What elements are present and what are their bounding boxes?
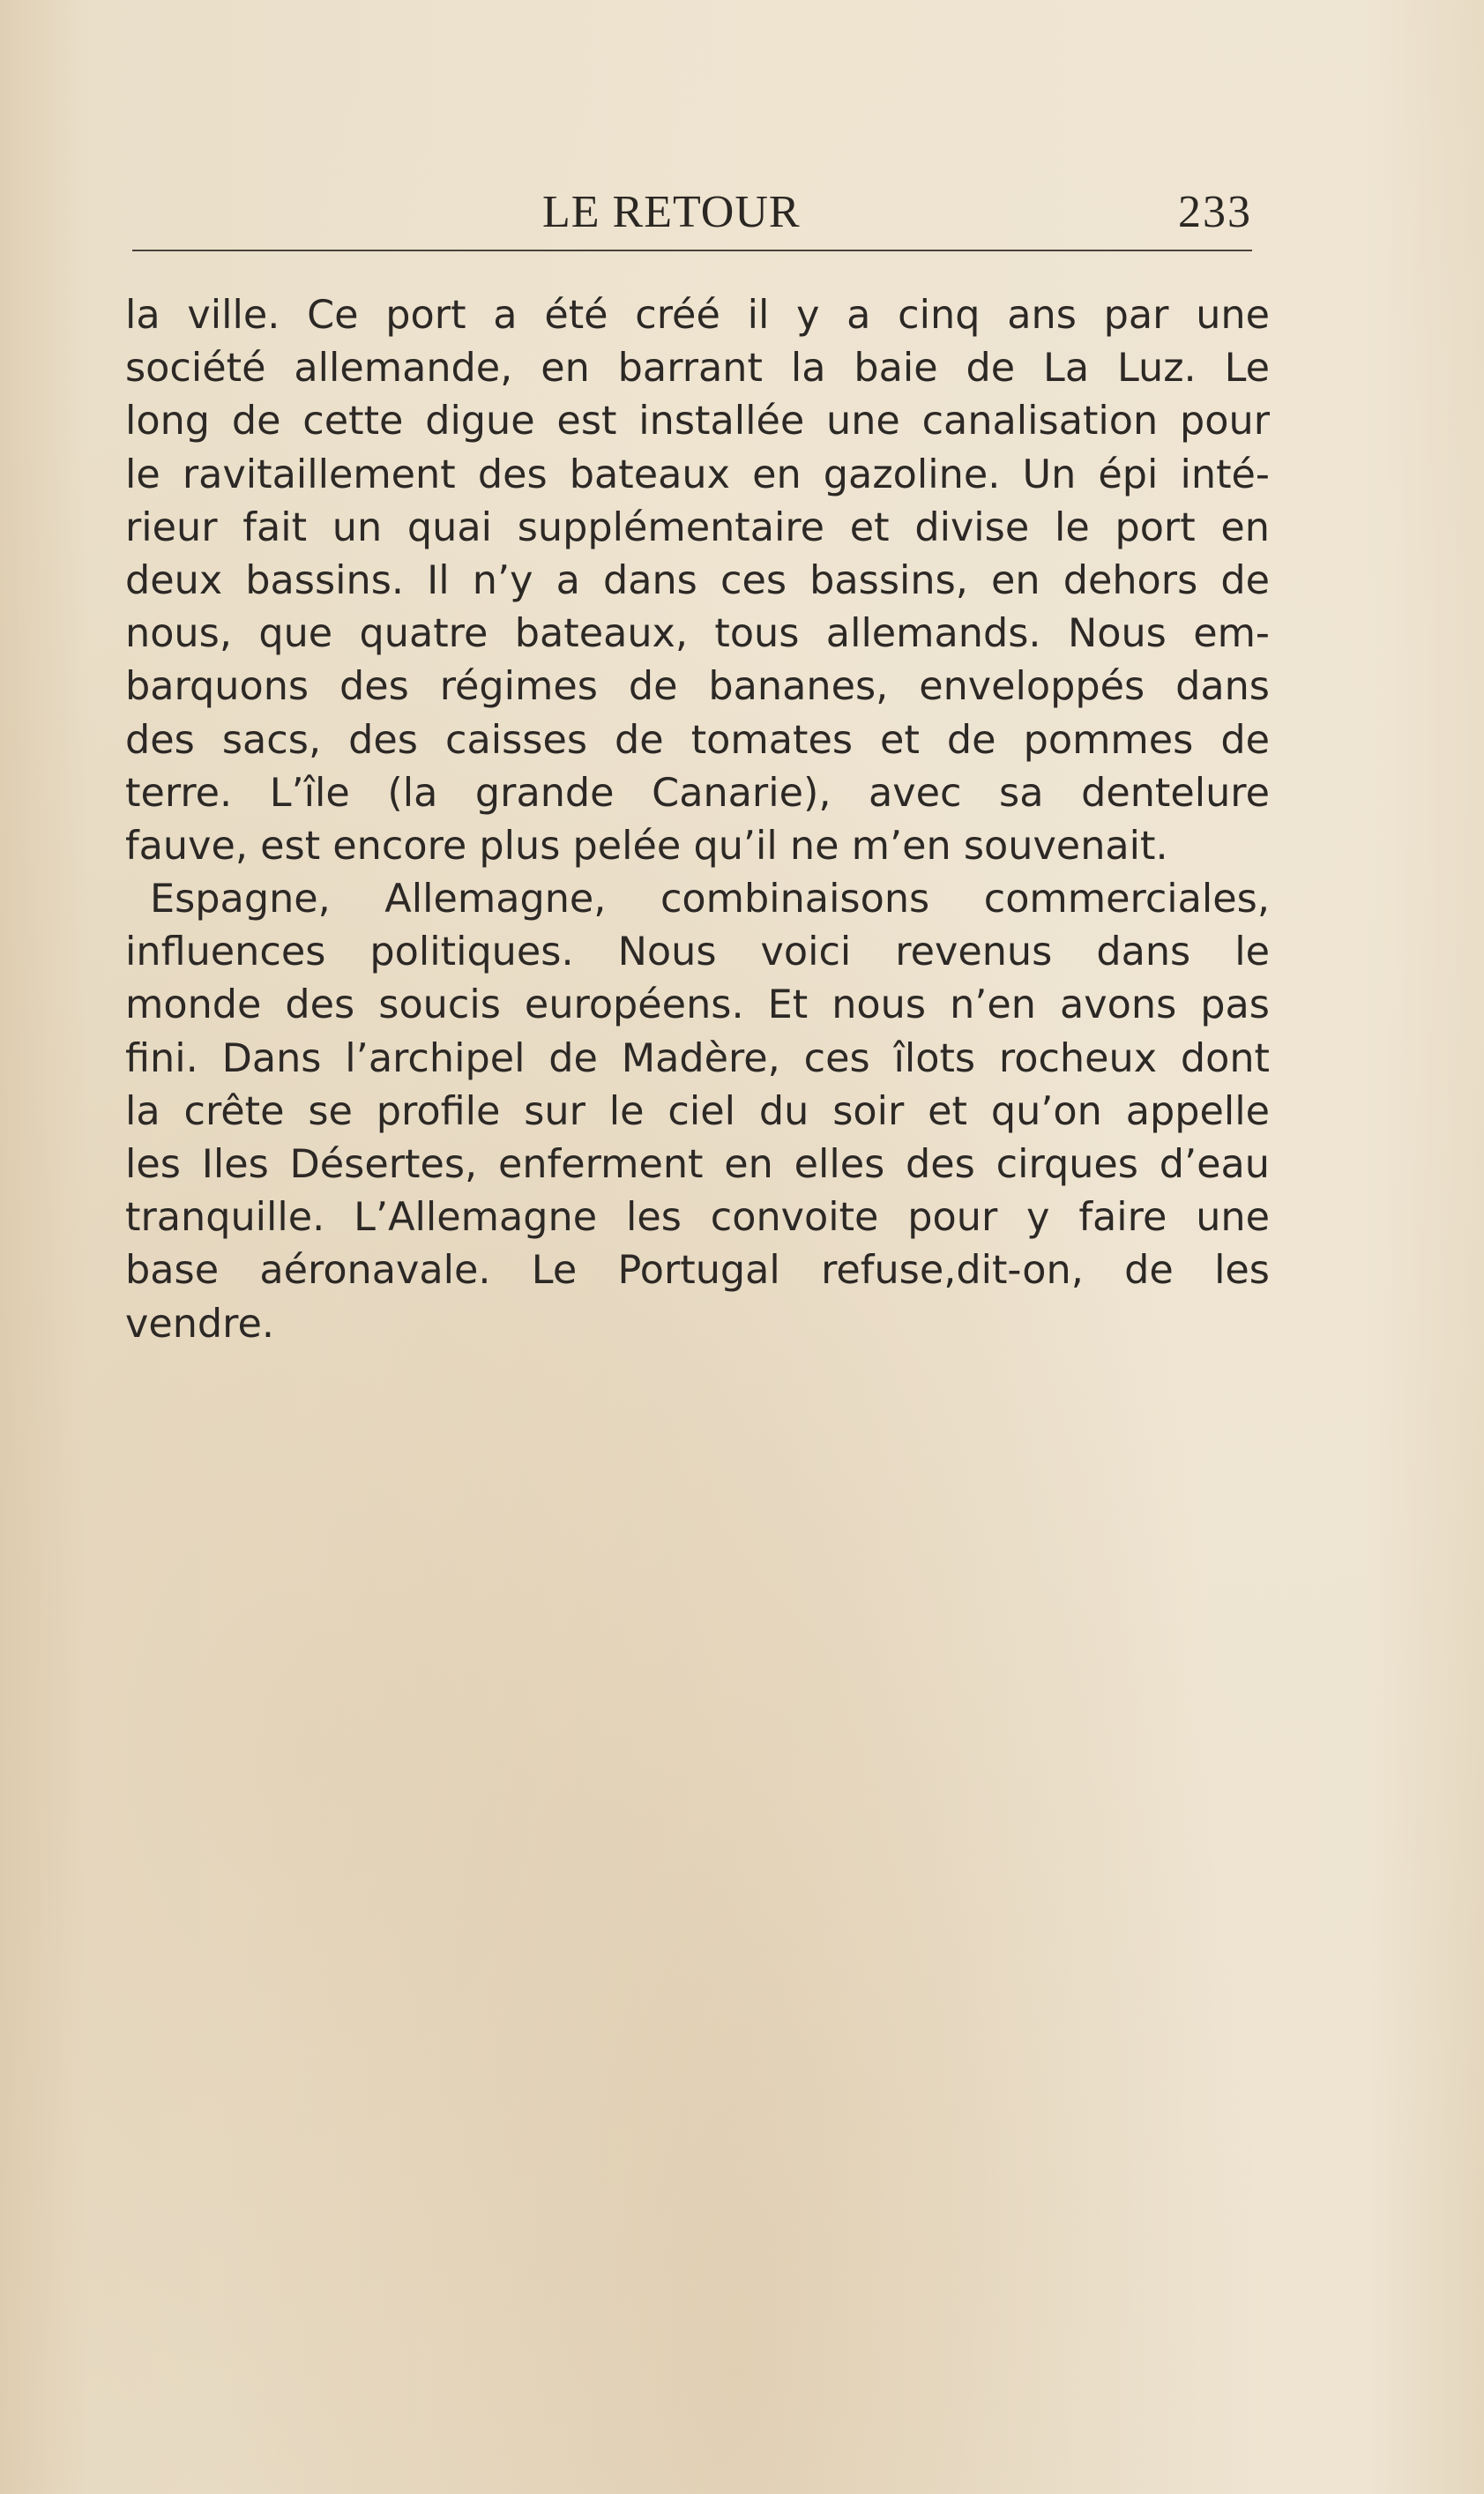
text-line: les Iles Désertes, enferment en elles des cirques d’eau xyxy=(125,1142,1270,1187)
text-line: société allemande, en barrant la baie de La Luz. Le xyxy=(125,346,1270,392)
text-line: nous, que quatre bateaux, tous allemands. Nous em- xyxy=(125,611,1270,657)
text-line: barquons des régimes de bananes, enveloppés dans xyxy=(125,664,1270,710)
text-line: le ravitaillement des bateaux en gazoline. Un épi inté- xyxy=(125,452,1270,497)
text-line: long de cette digue est installée une canalisation pour xyxy=(125,399,1270,444)
body-text xyxy=(125,289,1270,1351)
text-line: base aéronavale. Le Portugal refuse,dit-on, de les xyxy=(125,1248,1270,1294)
text-line: vendre. xyxy=(125,1301,275,1347)
header-rule xyxy=(132,250,1252,251)
text-line: fini. Dans l’archipel de Madère, ces îlots rocheux dont xyxy=(125,1035,1270,1081)
text-line: des sacs, des caisses de tomates et de pommes de xyxy=(125,717,1270,763)
text-line: Espagne, Allemagne, combinaisons commerciales, xyxy=(150,877,1270,922)
text-line: la ville. Ce port a été créé il y a cinq ans par une xyxy=(125,293,1270,338)
text-line: influences politiques. Nous voici revenus dans le xyxy=(125,930,1270,975)
text-line: tranquille. L’Allemagne les convoite pour y faire une xyxy=(125,1195,1270,1241)
text-line: rieur fait un quai supplémentaire et divise le port en xyxy=(125,504,1270,550)
text-line: terre. L’île (la grande Canarie), avec sa dentelure xyxy=(125,770,1270,816)
text-line: fauve, est encore plus pelée qu’il ne m’en souvenait. xyxy=(125,823,1168,869)
running-title: LE RETOUR xyxy=(542,187,801,237)
text-line: deux bassins. Il n’y a dans ces bassins, en dehors de xyxy=(125,557,1270,603)
text-line: la crête se profile sur le ciel du soir et qu’on appelle xyxy=(125,1088,1270,1134)
page-number: 233 xyxy=(1178,187,1252,237)
running-header xyxy=(121,181,1252,244)
text-line: monde des soucis européens. Et nous n’en avons pas xyxy=(125,982,1270,1028)
